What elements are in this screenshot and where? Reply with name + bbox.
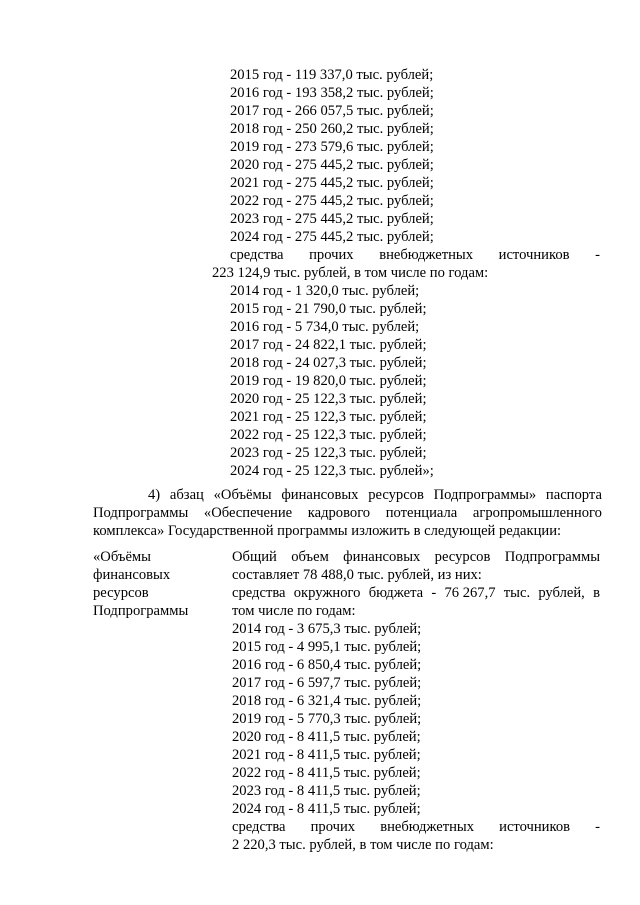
year-line: 2015 год - 21 790,0 тыс. рублей; [230, 301, 427, 317]
year-line: 2019 год - 273 579,6 тыс. рублей; [230, 139, 434, 155]
other-sources-heading [232, 818, 600, 836]
word: внебюджетных [379, 247, 474, 263]
year-line: 2018 год - 24 027,3 тыс. рублей; [230, 355, 427, 371]
year-line: 2020 год - 8 411,5 тыс. рублей; [232, 729, 421, 745]
paragraph-line [148, 486, 602, 504]
word: бюджета [368, 585, 424, 601]
year-line: 2018 год - 6 321,4 тыс. рублей; [232, 693, 422, 709]
other-sources-total: 2 220,3 тыс. рублей, в том числе по годам: [232, 837, 494, 853]
table-label-line: Подпрограммы [93, 603, 189, 619]
word: финансовых [281, 487, 359, 503]
year-line: 2019 год - 19 820,0 тыс. рублей; [230, 373, 427, 389]
year-line: 2021 год - 25 122,3 тыс. рублей; [230, 409, 427, 425]
year-line: 2016 год - 193 358,2 тыс. рублей; [230, 85, 434, 101]
word: 76 267,7 [444, 585, 496, 601]
year-line: 2023 год - 8 411,5 тыс. рублей; [232, 783, 421, 799]
year-line: 2024 год - 25 122,3 тыс. рублей»; [230, 463, 434, 479]
table-label-line: финансовых [93, 567, 171, 583]
year-line: 2022 год - 275 445,2 тыс. рублей; [230, 193, 434, 209]
word: - [595, 247, 600, 263]
other-sources-total: 223 124,9 тыс. рублей, в том числе по годам: [212, 265, 489, 281]
word: средства [230, 247, 284, 263]
word: в [593, 585, 600, 601]
word: внебюджетных [380, 819, 475, 835]
total-line: составляет 78 488,0 тыс. рублей, из них: [232, 567, 482, 583]
year-line: 2021 год - 8 411,5 тыс. рублей; [232, 747, 421, 763]
word: средства [232, 819, 286, 835]
word: источников [499, 819, 571, 835]
word: паспорта [545, 487, 602, 503]
year-line: 2020 год - 275 445,2 тыс. рублей; [230, 157, 434, 173]
year-line: 2015 год - 119 337,0 тыс. рублей; [230, 67, 434, 83]
word: окружного [293, 585, 361, 601]
year-line: 2015 год - 4 995,1 тыс. рублей; [232, 639, 422, 655]
word: тыс. [503, 585, 531, 601]
word: «Обеспечение [203, 505, 293, 521]
word: 4) [148, 487, 161, 503]
word: агропромышленного [472, 505, 602, 521]
word: Подпрограммы» [433, 487, 537, 503]
year-line: 2022 год - 8 411,5 тыс. рублей; [232, 765, 421, 781]
word: финансовых [343, 549, 421, 565]
year-line: 2024 год - 275 445,2 тыс. рублей; [230, 229, 434, 245]
word: объем [291, 549, 329, 565]
table-label-line: ресурсов [93, 585, 149, 601]
year-line: 2018 год - 250 260,2 тыс. рублей; [230, 121, 434, 137]
district-budget-line [232, 584, 600, 602]
word: Подпрограммы [504, 549, 600, 565]
year-line: 2019 год - 5 770,3 тыс. рублей; [232, 711, 422, 727]
word: Подпрограммы [93, 505, 189, 521]
word: ресурсов [434, 549, 491, 565]
word: ресурсов [368, 487, 424, 503]
year-line: 2017 год - 6 597,7 тыс. рублей; [232, 675, 422, 691]
word: рублей, [538, 585, 585, 601]
word: Общий [232, 549, 277, 565]
word: потенциала [385, 505, 458, 521]
year-line: 2022 год - 25 122,3 тыс. рублей; [230, 427, 427, 443]
year-line: 2023 год - 25 122,3 тыс. рублей; [230, 445, 427, 461]
paragraph-line [93, 504, 602, 522]
other-sources-heading [230, 246, 600, 264]
year-line: 2021 год - 275 445,2 тыс. рублей; [230, 175, 434, 191]
word: прочих [310, 819, 356, 835]
word: «Объёмы [213, 487, 272, 503]
year-line: 2016 год - 6 850,4 тыс. рублей; [232, 657, 422, 673]
year-line: 2017 год - 266 057,5 тыс. рублей; [230, 103, 434, 119]
year-line: 2024 год - 8 411,5 тыс. рублей; [232, 801, 421, 817]
year-line: 2017 год - 24 822,1 тыс. рублей; [230, 337, 427, 353]
word: - [431, 585, 437, 601]
word: кадрового [307, 505, 371, 521]
year-line: 2023 год - 275 445,2 тыс. рублей; [230, 211, 434, 227]
table-label-line: «Объёмы [93, 549, 151, 565]
year-line: 2020 год - 25 122,3 тыс. рублей; [230, 391, 427, 407]
word: прочих [309, 247, 354, 263]
word: - [595, 819, 600, 835]
word: абзац [169, 487, 204, 503]
word: источников [498, 247, 570, 263]
district-budget-line: том числе по годам: [232, 603, 356, 619]
year-line: 2014 год - 1 320,0 тыс. рублей; [230, 283, 420, 299]
total-line [232, 548, 600, 566]
paragraph-line: комплекса» Государственной программы изложить в следующей редакции: [93, 523, 562, 539]
word: средства [232, 585, 286, 601]
year-line: 2014 год - 3 675,3 тыс. рублей; [232, 621, 422, 637]
year-line: 2016 год - 5 734,0 тыс. рублей; [230, 319, 420, 335]
